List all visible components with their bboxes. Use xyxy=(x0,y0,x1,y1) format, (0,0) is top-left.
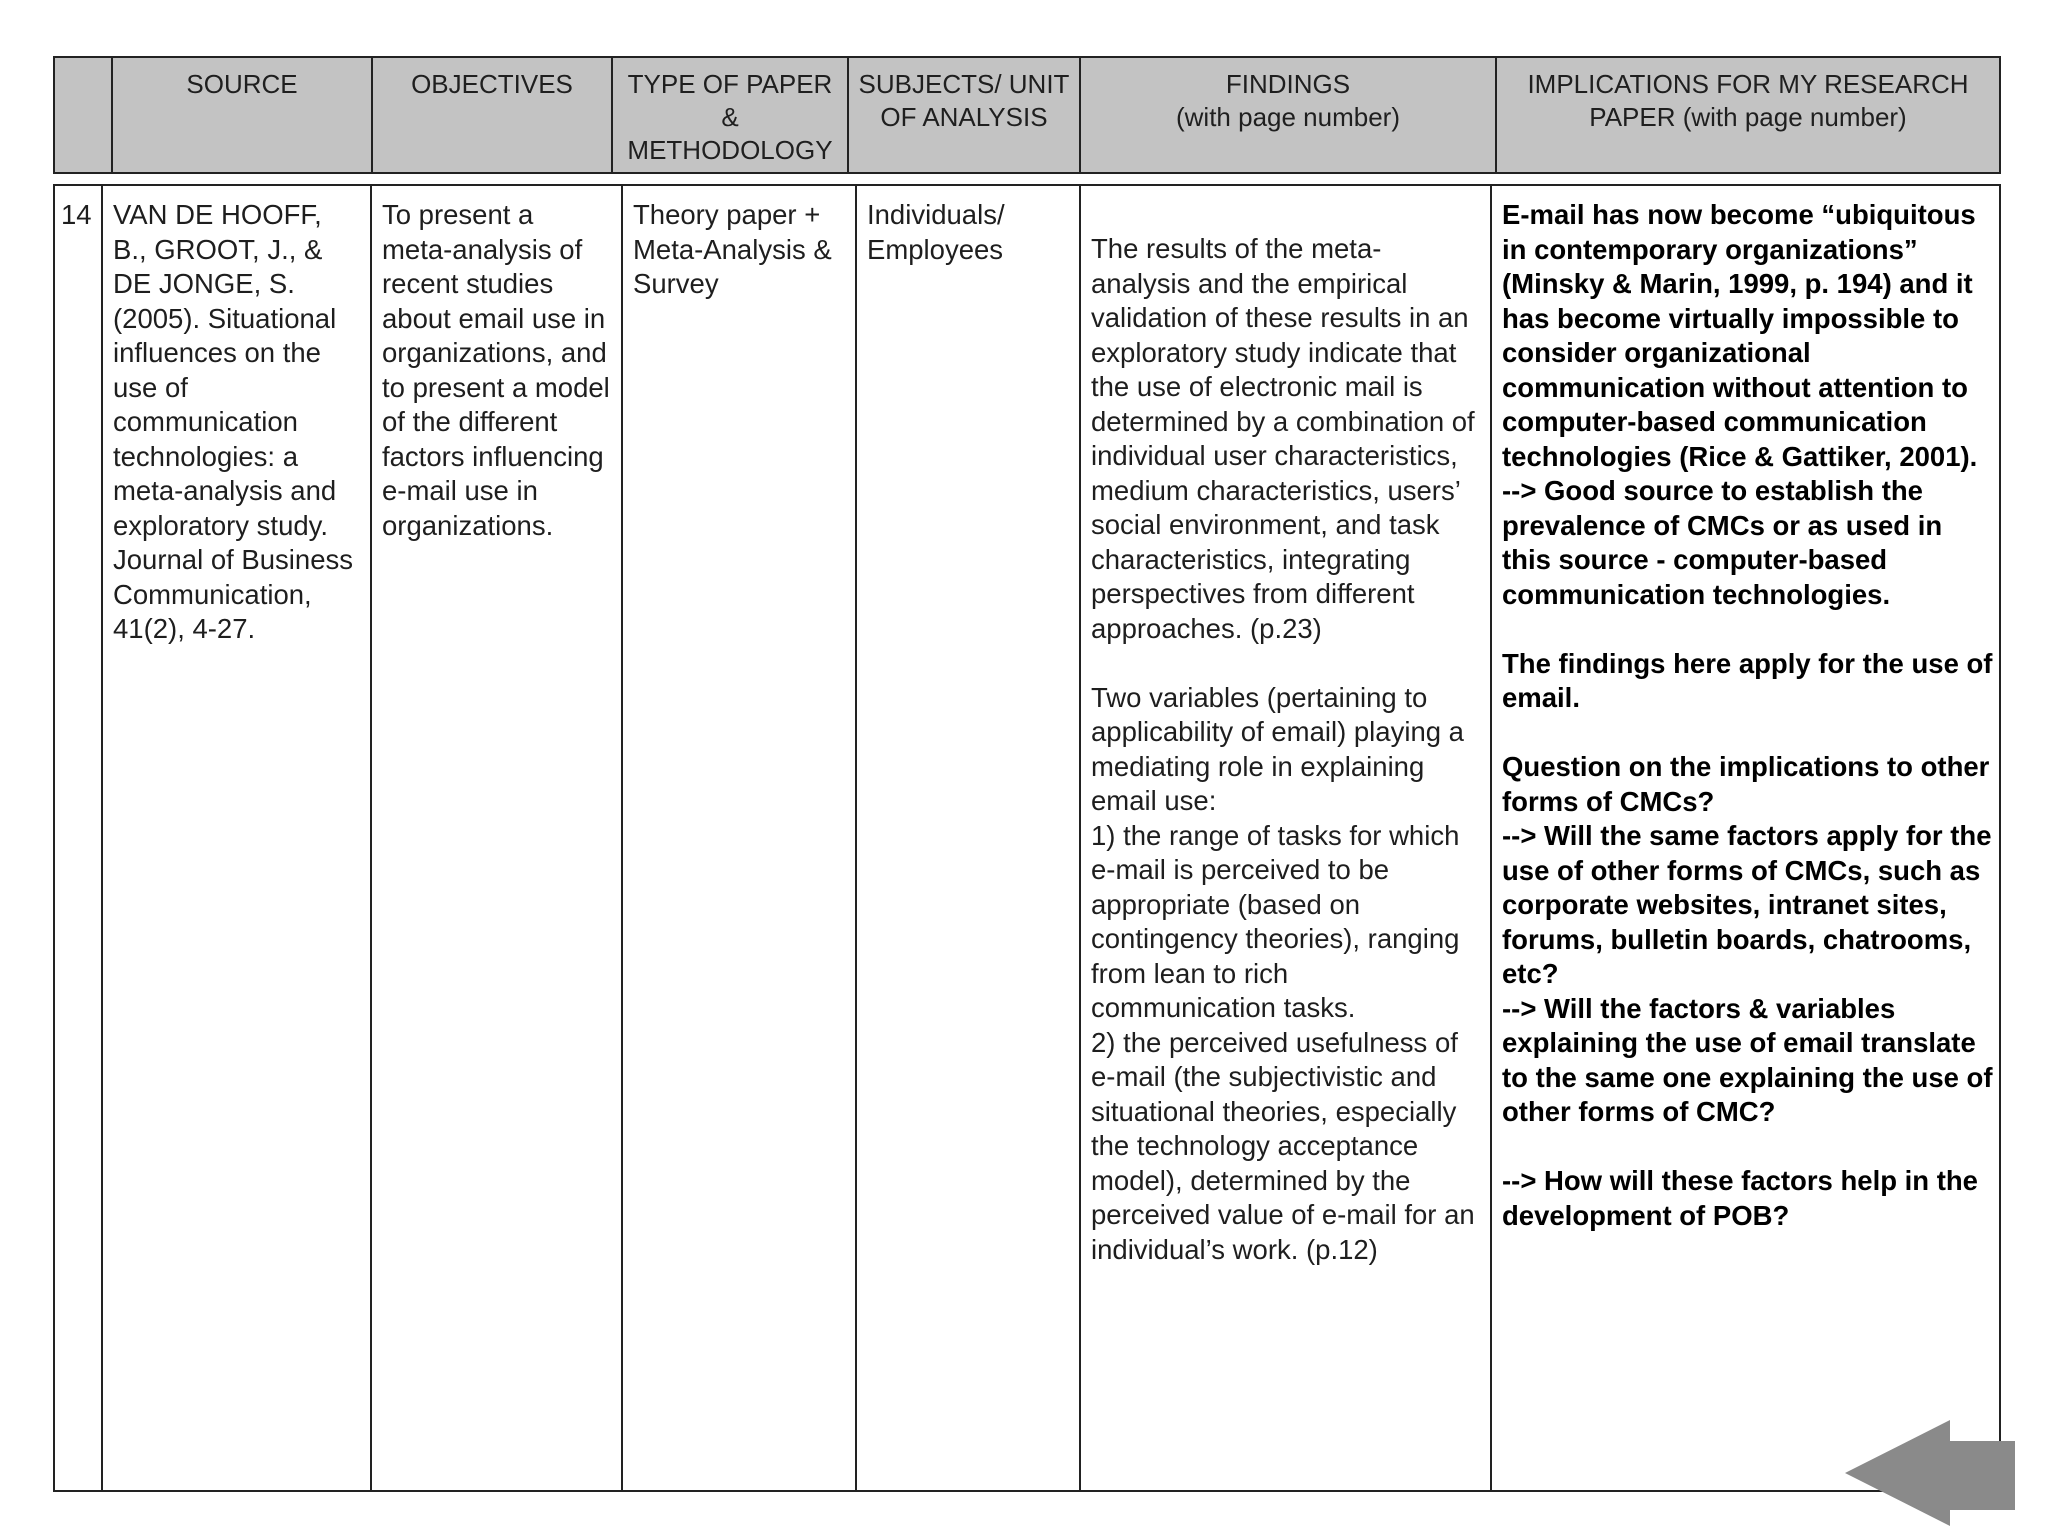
implications-paragraph: E-mail has now become “ubiquitous in contemporary organizations” (Minsky & Marin, 1999, p. 194) and it has become virtually impossible to consider organizational communication without attention to computer-based communication technologies (Rice & Gattiker, 2001). xyxy=(1502,199,1978,472)
findings-list-item: 1) the range of tasks for which e-mail is perceived to be appropriate (based on contingency theories), ranging from lean to rich communication tasks. xyxy=(1091,819,1460,1023)
implications-paragraph: --> Will the same factors apply for the use of other forms of CMCs, such as corporate websites, intranet sites, forums, bulletin boards, chatrooms, etc? xyxy=(1502,820,1992,989)
header-objectives: OBJECTIVES xyxy=(372,57,612,173)
implications-paragraph: --> Will the factors & variables explaining the use of email translate to the same one explaining the use of other forms of CMC? xyxy=(1502,992,1993,1127)
header-findings: FINDINGS (with page number) xyxy=(1080,57,1496,173)
header-subjects: SUBJECTS/ UNIT OF ANALYSIS xyxy=(848,57,1080,173)
left-arrow-icon xyxy=(1845,1420,2015,1526)
implications-paragraph: The findings here apply for the use of email. xyxy=(1502,647,1993,713)
row-source: VAN DE HOOFF, B., GROOT, J., & DE JONGE, S. (2005). Situational influences on the use of communication technologies: a meta-analysis and exploratory study. Journal of Business Communication, 41(2), 4-27. xyxy=(102,185,371,1491)
header-type: TYPE OF PAPER & METHODOLOGY xyxy=(612,57,848,173)
entry-table xyxy=(53,184,2001,1492)
previous-page-button[interactable] xyxy=(1845,1420,2015,1526)
findings-paragraph: The results of the meta-analysis and the empirical validation of these results in an exploratory study indicate that the use of electronic mail is determined by a combination of individual user characteristics, medium characteristics, users’ social environment, and task characteristics, integrating perspectives from different approaches. (p.23) xyxy=(1091,233,1475,644)
header-source: SOURCE xyxy=(112,57,372,173)
implications-paragraph: Question on the implications to other forms of CMCs? xyxy=(1502,751,1990,817)
row-objectives: To present a meta-analysis of recent studies about email use in organizations, and to present a model of the different factors influencing e-mail use in organizations. xyxy=(371,185,622,1491)
row-number: 14 xyxy=(61,199,92,230)
row-subjects: Individuals/ Employees xyxy=(856,185,1080,1491)
paragraph-gap xyxy=(1502,1130,1993,1165)
row-implications xyxy=(1491,185,2000,1491)
row-findings xyxy=(1080,185,1491,1491)
header-implications: IMPLICATIONS FOR MY RESEARCH PAPER (with page number) xyxy=(1496,57,2000,173)
paragraph-gap xyxy=(1091,646,1480,681)
findings-list-item: 2) the perceived usefulness of e-mail (the subjectivistic and situational theories, especially the technology acceptance model), determined by the perceived value of e-mail for an individual’s work. (p.12) xyxy=(1091,1026,1475,1265)
table-row xyxy=(54,185,2000,1491)
header-num xyxy=(54,57,112,173)
implications-paragraph: --> How will these factors help in the development of POB? xyxy=(1502,1165,1978,1231)
implications-paragraph: --> Good source to establish the prevalence of CMCs or as used in this source - computer-based communication technologies. xyxy=(1502,475,1943,610)
row-type: Theory paper + Meta-Analysis & Survey xyxy=(622,185,856,1491)
header-row xyxy=(54,57,2000,173)
header-table xyxy=(53,56,2001,174)
paragraph-gap xyxy=(1502,716,1993,751)
findings-paragraph: Two variables (pertaining to applicability of email) playing a mediating role in explaining email use: xyxy=(1091,681,1464,816)
paragraph-gap xyxy=(1502,612,1993,647)
